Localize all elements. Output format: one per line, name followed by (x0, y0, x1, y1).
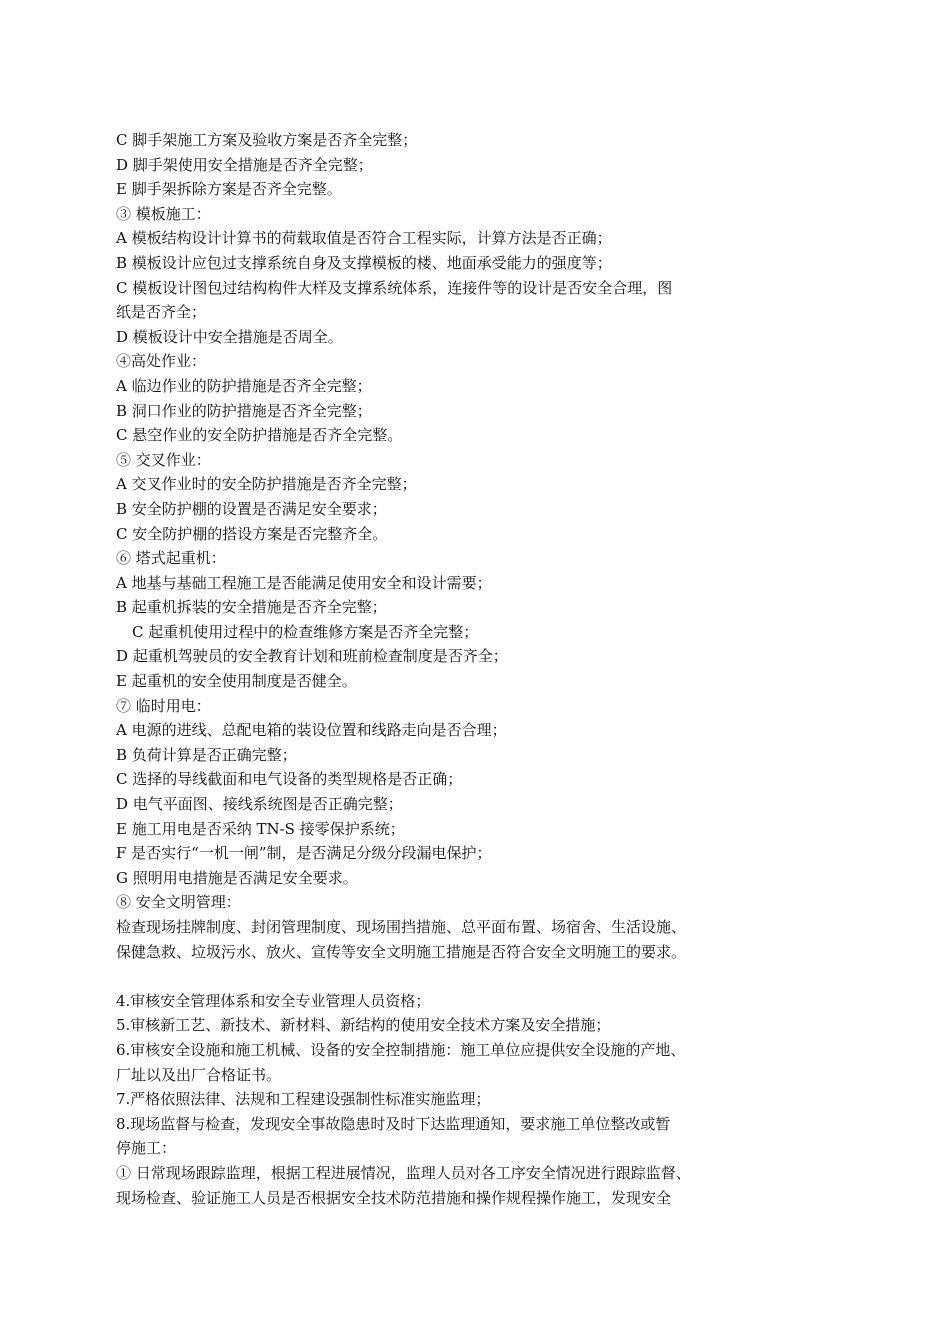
text-line: C 选择的导线截面和电气设备的类型规格是否正确； (116, 770, 463, 789)
text-line: C 模板设计图包过结构构件大样及支撑系统体系，连接件等的设计是否安全合理，图 (116, 278, 673, 297)
text-line: B 负荷计算是否正确完整； (116, 745, 297, 764)
text-line: C 脚手架施工方案及验收方案是否齐全完整； (116, 131, 418, 149)
text-line: F 是否实行“一机一闸”制，是否满足分级分段漏电保护； (116, 844, 492, 863)
text-line: C 悬空作业的安全防护措施是否齐全完整。 (116, 426, 403, 445)
section-heading-tower-crane: ⑥ 塔式起重机： (116, 549, 226, 568)
text-line: G 照明用电措施是否满足安全要求。 (116, 868, 358, 887)
text-line: D 脚手架使用安全措施是否齐全完整； (116, 155, 373, 174)
numbered-item-6: 6.审核安全设施和施工机械、设备的安全控制措施：施工单位应提供安全设施的产地、 (116, 1040, 686, 1059)
text-line: D 电气平面图、接线系统图是否正确完整； (116, 795, 403, 814)
text-line: A 临边作业的防护措施是否齐全完整； (116, 376, 372, 395)
text-line: ① 日常现场跟踪监理，根据工程进展情况，监理人员对各工序安全情况进行跟踪监督、 (116, 1163, 691, 1182)
text-line: B 模板设计应包过支撑系统自身及支撑模板的楼、地面承受能力的强度等； (116, 253, 612, 272)
numbered-item-4: 4.审核安全管理体系和安全专业管理人员资格； (116, 991, 431, 1010)
section-heading-civilized-management: ⑧ 安全文明管理： (116, 893, 241, 912)
numbered-item-5: 5.审核新工艺、新技术、新材料、新结构的使用安全技术方案及安全措施； (116, 1016, 611, 1035)
section-heading-temp-power: ⑦ 临时用电： (116, 696, 211, 715)
numbered-item-8: 8.现场监督与检查，发现安全事故隐患时及时下达监理通知，要求施工单位整改或暂 (116, 1114, 671, 1133)
text-line: E 脚手架拆除方案是否齐全完整。 (116, 180, 342, 199)
text-line: A 电源的进线、总配电箱的装设位置和线路走向是否合理； (116, 721, 507, 740)
text-line: 厂址以及出厂合格证书。 (116, 1065, 282, 1084)
text-line: A 模板结构设计计算书的荷载取值是否符合工程实际，计算方法是否正确； (116, 229, 612, 248)
text-line: 纸是否齐全； (116, 303, 207, 322)
text-line: D 模板设计中安全措施是否周全。 (116, 327, 343, 346)
section-heading-high-work: ④高处作业： (116, 352, 207, 371)
text-line: B 起重机拆装的安全措施是否齐全完整； (116, 598, 387, 617)
text-line: B 安全防护棚的设置是否满足安全要求； (116, 499, 387, 518)
text-line: C 安全防护棚的搭设方案是否完整齐全。 (116, 524, 388, 543)
text-line: E 起重机的安全使用制度是否健全。 (116, 672, 357, 691)
text-line: B 洞口作业的防护措施是否齐全完整； (116, 401, 372, 420)
text-line: D 起重机驾驶员的安全教育计划和班前检查制度是否齐全； (116, 647, 508, 666)
section-heading-formwork: ③ 模板施工： (116, 204, 211, 223)
text-line: 停施工： (116, 1139, 177, 1158)
numbered-item-7: 7.严格依照法律、法规和工程建设强制性标准实施监理； (116, 1090, 491, 1109)
paragraph-gap (116, 964, 836, 989)
text-line: A 地基与基础工程施工是否能满足使用安全和设计需要； (116, 573, 492, 592)
text-line: A 交叉作业时的安全防护措施是否齐全完整； (116, 475, 417, 494)
text-line: C 起重机使用过程中的检查维修方案是否齐全完整； (132, 622, 479, 641)
document-body (116, 128, 836, 1210)
text-line: 检查现场挂牌制度、封闭管理制度、现场围挡措施、总平面布置、场宿舍、生活设施、 (116, 918, 687, 936)
section-heading-cross-work: ⑤ 交叉作业： (116, 450, 211, 469)
text-line: E 施工用电是否采纳 TN-S 接零保护系统； (116, 819, 405, 838)
text-line: 保健急救、垃圾污水、放火、宣传等安全文明施工措施是否符合安全文明施工的要求。 (116, 942, 687, 961)
text-line: 现场检查、验证施工人员是否根据安全技术防范措施和操作规程操作施工，发现安全 (116, 1188, 672, 1207)
